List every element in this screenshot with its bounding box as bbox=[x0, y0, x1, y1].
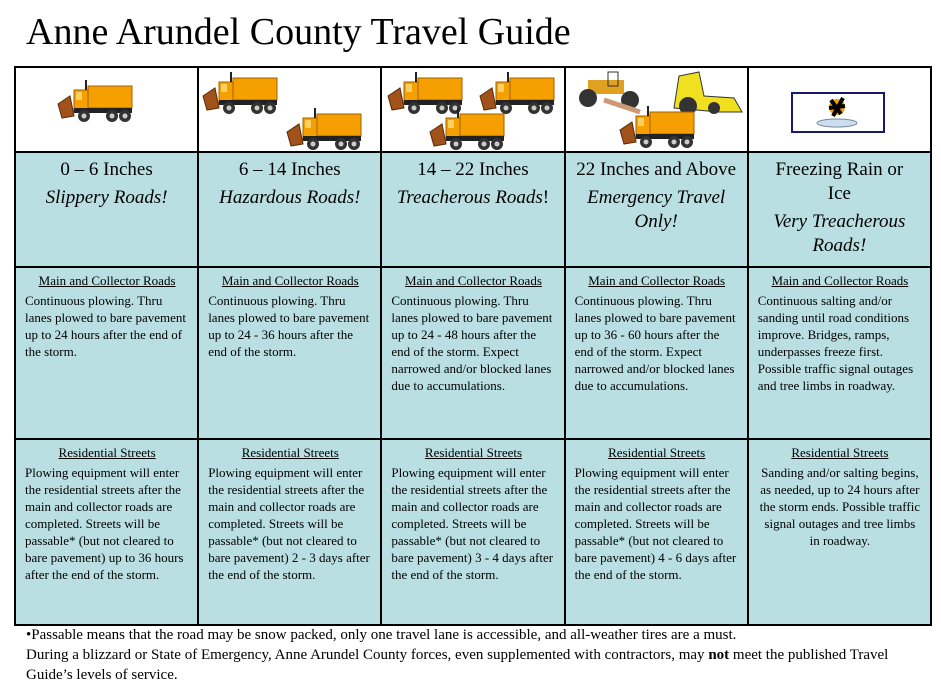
main-roads-row bbox=[15, 267, 931, 439]
res-cell-2: Residential Streets Plowing equipment will enter the residential streets after the main and collector roads are completed. Streets will be passable* (but not cleared to bare pavement) 3 - 4 days after the end of the storm. bbox=[381, 439, 564, 625]
page-title: Anne Arundel County Travel Guide bbox=[26, 11, 571, 53]
plow-truck-icon bbox=[56, 78, 136, 126]
condition-cell-0: 0 – 6 Inches Slippery Roads! bbox=[15, 152, 198, 267]
plow-truck-icon bbox=[285, 106, 365, 154]
main-cell-1: Main and Collector Roads Continuous plowing. Thru lanes plowed to bare pavement up to 24 - 36 hours after the end of the storm. bbox=[198, 267, 381, 439]
plow-truck-icon bbox=[618, 104, 698, 152]
res-cell-4: Residential Streets Sanding and/or salting begins, as needed, up to 24 hours after the storm ends. Possible traffic signal outages and tree limbs in roadway. bbox=[748, 439, 931, 625]
image-row bbox=[15, 67, 931, 152]
slipping-person-icon bbox=[791, 92, 885, 133]
plow-truck-icon bbox=[428, 106, 508, 154]
image-cell-3 bbox=[565, 67, 748, 152]
condition-cell-3: 22 Inches and Above Emergency Travel Only! bbox=[565, 152, 748, 267]
condition-row bbox=[15, 152, 931, 267]
main-cell-0: Main and Collector Roads Continuous plowing. Thru lanes plowed to bare pavement up to 24 hours after the end of the storm. bbox=[15, 267, 198, 439]
res-cell-3: Residential Streets Plowing equipment will enter the residential streets after the main and collector roads are completed. Streets will be passable* (but not cleared to bare pavement) 4 - 6 days after the end of the storm. bbox=[565, 439, 748, 625]
image-cell-4 bbox=[748, 67, 931, 152]
res-cell-1: Residential Streets Plowing equipment will enter the residential streets after the main and collector roads are completed. Streets will be passable* (but not cleared to bare pavement) 2 - 3 days after the end of the storm. bbox=[198, 439, 381, 625]
res-cell-0: Residential Streets Plowing equipment will enter the residential streets after the main and collector roads are completed. Streets will be passable* (but not cleared to bare pavement) up to 36 hours after the end of the storm. bbox=[15, 439, 198, 625]
plow-truck-icon bbox=[201, 70, 281, 118]
main-cell-4: Main and Collector Roads Continuous salting and/or sanding until road conditions improve. Bridges, ramps, underpasses freeze first. Possible traffic signal outages and tree limbs in roadway. bbox=[748, 267, 931, 439]
travel-guide-table bbox=[14, 66, 932, 626]
residential-row bbox=[15, 439, 931, 625]
footnote: •Passable means that the road may be snow packed, only one travel lane is accessible, and all-weather tires are a must. During a blizzard or State of Emergency, Anne Arundel County forces, even supplemented with contractors, may not meet the published Travel Guide’s levels of service. bbox=[26, 627, 889, 683]
condition-cell-1: 6 – 14 Inches Hazardous Roads! bbox=[198, 152, 381, 267]
image-cell-2 bbox=[381, 67, 564, 152]
main-cell-3: Main and Collector Roads Continuous plowing. Thru lanes plowed to bare pavement up to 36 - 60 hours after the end of the storm. Expect narrowed and/or blocked lanes due to accumulations. bbox=[565, 267, 748, 439]
image-cell-1 bbox=[198, 67, 381, 152]
condition-cell-2: 14 – 22 Inches Treacherous Roads! bbox=[381, 152, 564, 267]
condition-cell-4: Freezing Rain or Ice Very Treacherous Roads! bbox=[748, 152, 931, 267]
image-cell-0 bbox=[15, 67, 198, 152]
main-cell-2: Main and Collector Roads Continuous plowing. Thru lanes plowed to bare pavement up to 24 - 48 hours after the end of the storm. Expect narrowed and/or blocked lanes due to accumulations. bbox=[381, 267, 564, 439]
